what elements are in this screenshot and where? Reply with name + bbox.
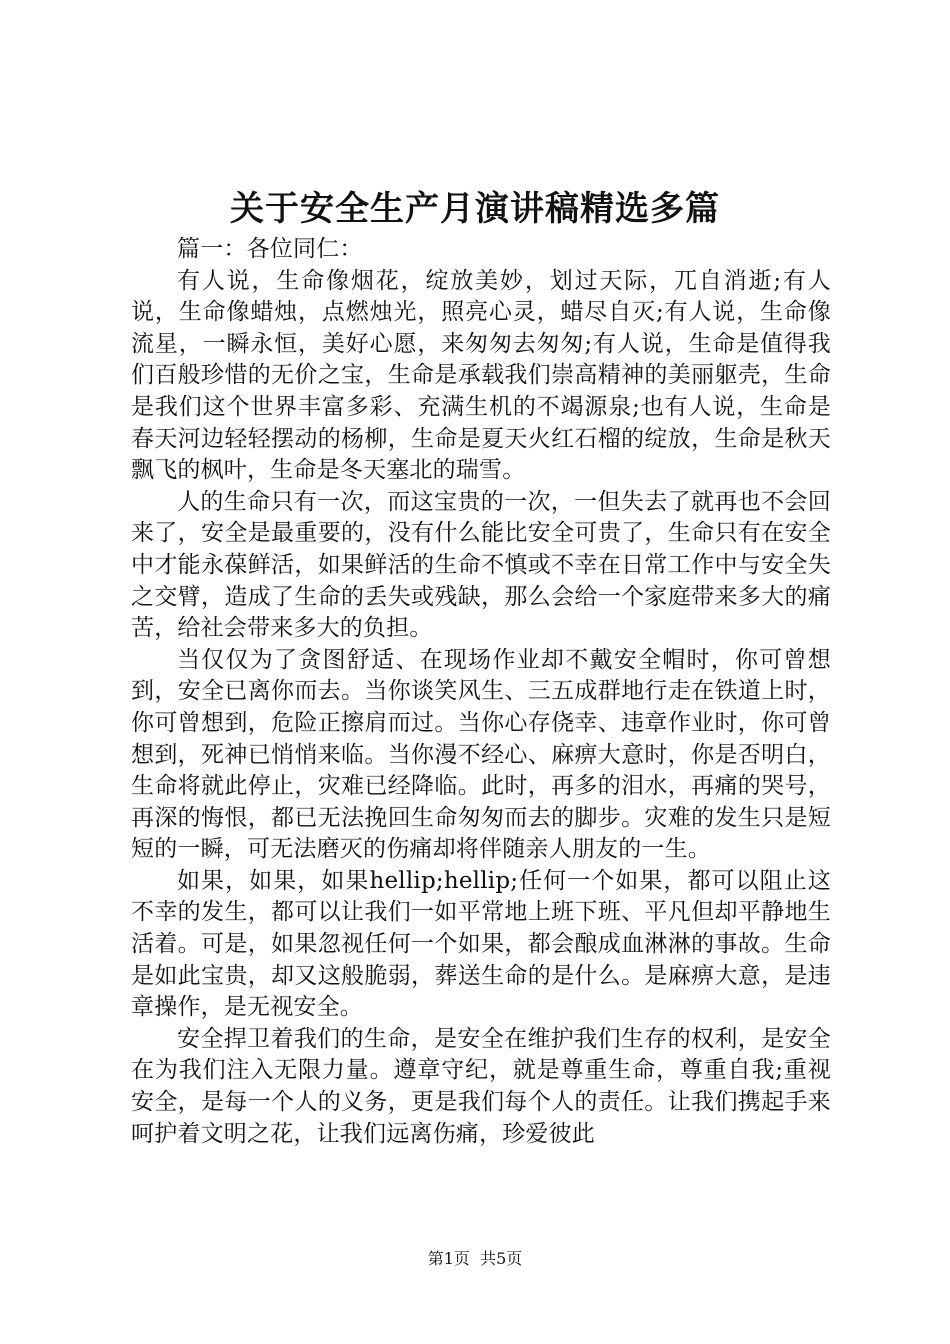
document-title: 关于安全生产月演讲稿精选多篇 xyxy=(230,189,720,229)
document-body xyxy=(131,234,831,1150)
body-paragraph: 安全捍卫着我们的生命，是安全在维护我们生存的权利，是安全在为我们注入无限力量。遵章守纪，就是尊重生命，尊重自我;重视安全，是每一个人的义务，更是我们每个人的责任。让我们携起手来呵护着文明之花，让我们远离伤痛，珍爱彼此 xyxy=(131,1025,831,1147)
body-paragraph: 有人说，生命像烟花，绽放美妙，划过天际，兀自消逝;有人说，生命像蜡烛，点燃烛光，照亮心灵，蜡尽自灭;有人说，生命像流星，一瞬永恒，美好心愿，来匆匆去匆匆;有人说，生命是值得我们百般珍惜的无价之宝，生命是承载我们崇高精神的美丽躯壳，生命是我们这个世界丰富多彩、充满生机的不竭源泉;也有人说，生命是春天河边轻轻摆动的杨柳，生命是夏天火红石榴的绽放，生命是秋天飘飞的枫叶，生命是冬天塞北的瑞雪。 xyxy=(131,267,831,484)
salutation-paragraph: 篇一：各位同仁： xyxy=(177,236,363,262)
body-paragraph: 人的生命只有一次，而这宝贵的一次，一但失去了就再也不会回来了，安全是最重要的，没有什么能比安全可贵了，生命只有在安全中才能永葆鲜活，如果鲜活的生命不慎或不幸在日常工作中与安全失之交臂，造成了生命的丢失或残缺，那么会给一个家庭带来多大的痛苦，给社会带来多大的负担。 xyxy=(131,488,831,642)
page-number: 第1页 xyxy=(427,1249,470,1268)
body-paragraph: 当仅仅为了贪图舒适、在现场作业却不戴安全帽时，你可曾想到，安全已离你而去。当你谈笑风生、三五成群地行走在铁道上时，你可曾想到，危险正擦肩而过。当你心存侥幸、违章作业时，你可曾想到，死神已悄悄来临。当你漫不经心、麻痹大意时，你是否明白，生命将就此停止，灾难已经降临。此时，再多的泪水，再痛的哭号，再深的悔恨，都已无法挽回生命匆匆而去的脚步。灾难的发生只是短短的一瞬，可无法磨灭的伤痛却将伴随亲人朋友的一生。 xyxy=(131,646,831,863)
page-footer xyxy=(0,1248,950,1270)
body-paragraph: 如果，如果，如果hellip;hellip;任何一个如果，都可以阻止这不幸的发生，都可以让我们一如平常地上班下班、平凡但却平静地生活着。可是，如果忽视任何一个如果，都会酿成血淋淋的事故。生命是如此宝贵，却又这般脆弱，葬送生命的是什么。是麻痹大意，是违章操作，是无视安全。 xyxy=(131,867,831,1021)
page-total: 共5页 xyxy=(480,1249,523,1268)
